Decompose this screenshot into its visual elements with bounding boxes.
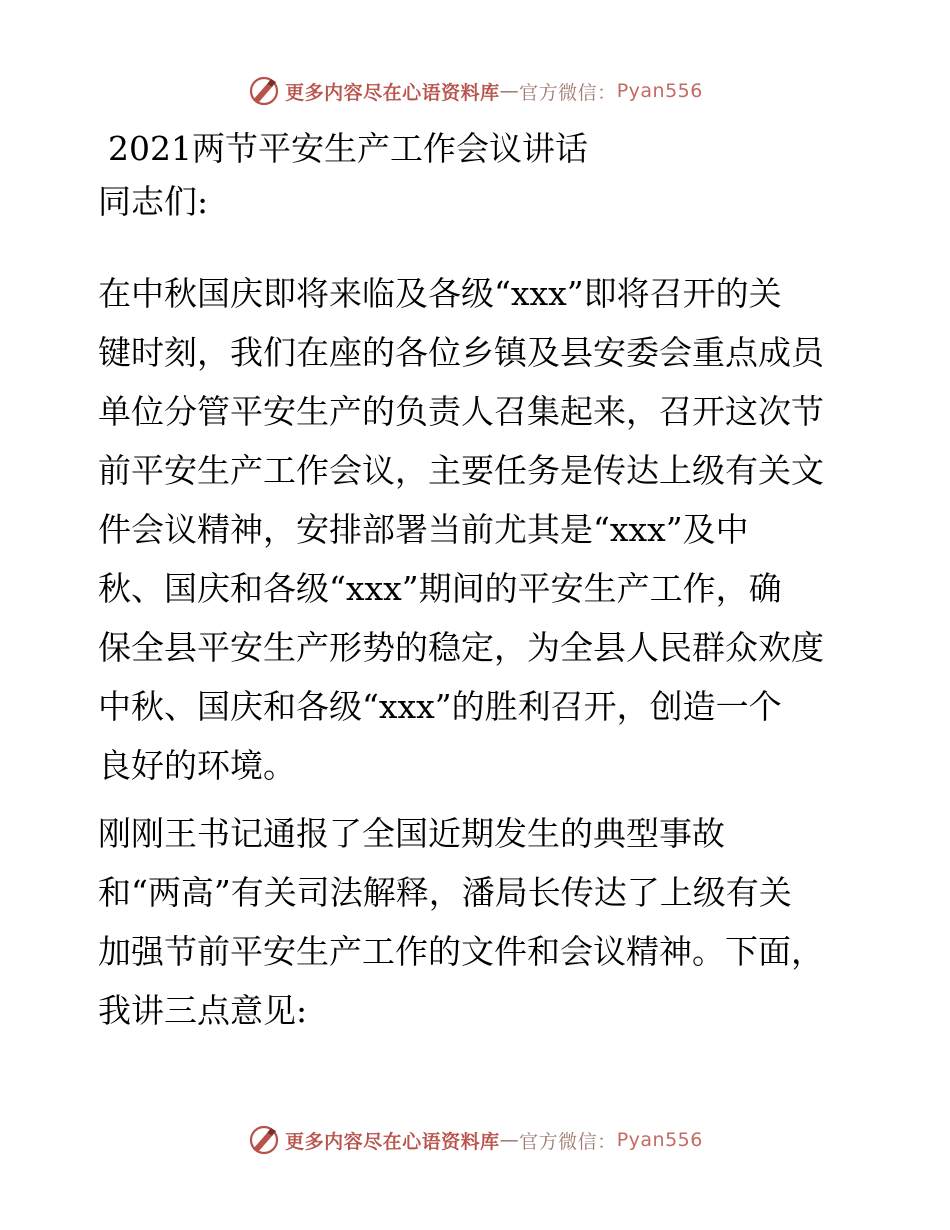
paragraph-line: 刚刚王书记通报了全国近期发生的典型事故 <box>98 814 725 853</box>
watermark-wechat-id: Pyan556 <box>616 80 703 102</box>
paragraph-line: 键时刻，我们在座的各位乡镇及县安委会重点成员 <box>98 333 824 372</box>
watermark-separator: — <box>499 1129 520 1151</box>
paragraph-line: 良好的环境。 <box>98 746 296 785</box>
paragraph-line: 秋、国庆和各级“xxx”期间的平安生产工作，确 <box>98 569 782 608</box>
pen-logo-icon <box>247 74 281 108</box>
watermark-wechat-id: Pyan556 <box>616 1129 703 1151</box>
paragraph-2 <box>98 804 858 1040</box>
paragraph-line: 在中秋国庆即将来临及各级“xxx”即将召开的关 <box>98 274 782 313</box>
watermark-brand-text: 更多内容尽在心语资料库 <box>285 81 500 104</box>
paragraph-line: 保全县平安生产形势的稳定，为全县人民群众欢度 <box>98 628 824 667</box>
watermark-official-label: 官方微信： <box>519 1130 617 1153</box>
paragraph-line: 单位分管平安生产的负责人召集起来，召开这次节 <box>98 392 824 431</box>
greeting-line: 同志们: <box>98 182 209 221</box>
paragraph-line: 和“两高”有关司法解释，潘局长传达了上级有关 <box>98 873 792 912</box>
greeting <box>98 172 858 231</box>
footer-watermark <box>0 1120 950 1160</box>
watermark-separator: — <box>499 80 520 102</box>
header-watermark <box>0 71 950 111</box>
paragraph-line: 我讲三点意见: <box>98 991 308 1030</box>
watermark-official-label: 官方微信： <box>519 81 617 104</box>
paragraph-line: 中秋、国庆和各级“xxx”的胜利召开，创造一个 <box>98 687 782 726</box>
pen-logo-icon <box>247 1123 281 1157</box>
paragraph-line: 前平安生产工作会议，主要任务是传达上级有关文 <box>98 451 824 490</box>
paragraph-line: 加强节前平安生产工作的文件和会议精神。下面， <box>98 932 824 971</box>
document-title: 2021两节平安生产工作会议讲话 <box>108 129 588 168</box>
watermark-brand-text: 更多内容尽在心语资料库 <box>285 1130 500 1153</box>
paragraph-line: 件会议精神，安排部署当前尤其是“xxx”及中 <box>98 510 749 549</box>
paragraph-1 <box>98 264 858 795</box>
